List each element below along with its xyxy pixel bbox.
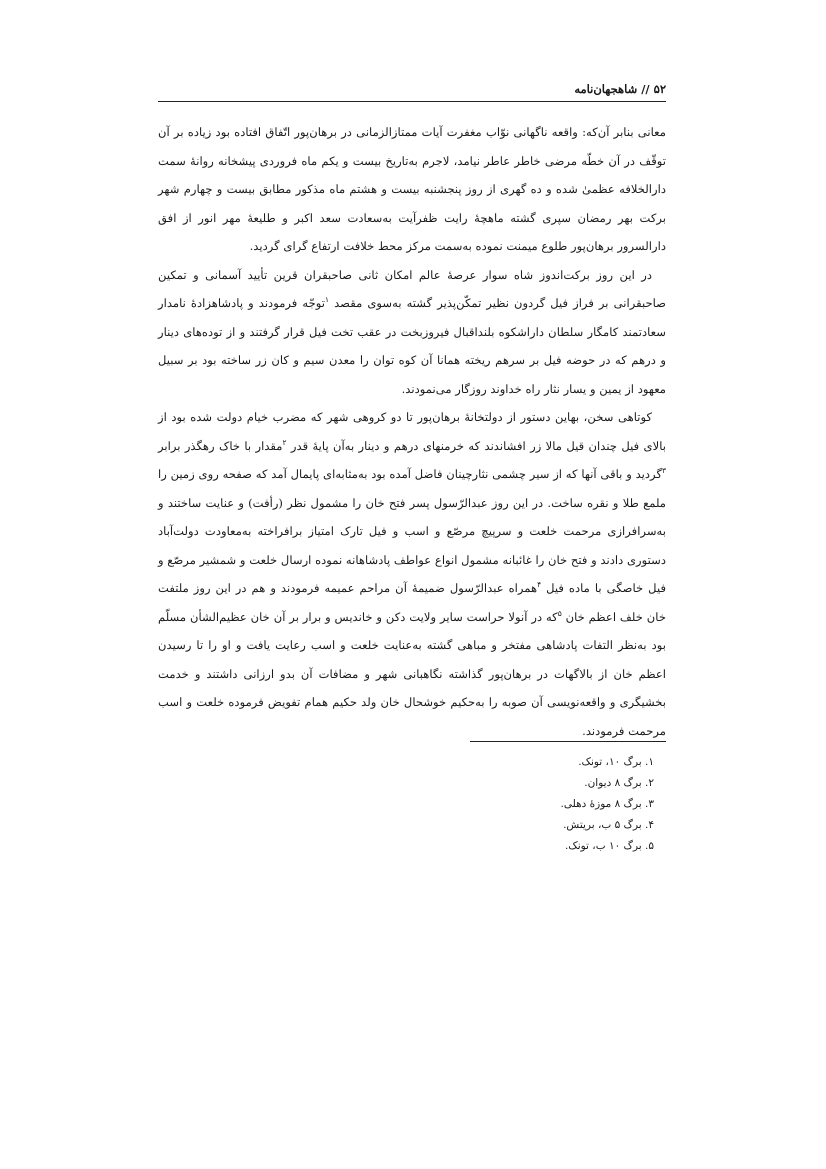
paragraph-2 xyxy=(158,261,666,404)
paragraph-1 xyxy=(158,118,666,261)
paragraph-text: توجّه فرمودند و پادشاهزادهٔ نامدار سعادتمند کامگار سلطان داراشکوه بلنداقبال فیروزبخت در عقب تخت فیل قرار گرفتند و از توده‌های دینار و درهم که در حوضه فیل بر سرهم ریخته همانا آن کوه توان را معدن سیم و کان زر ساخته بود بر سبیل معهود از یمین و یسار نثار راه خداوند روزگار می‌نمودند. xyxy=(158,296,666,396)
paragraph-text: مقدار با خاک رهگذر برابر xyxy=(158,438,283,453)
running-header xyxy=(158,78,666,100)
paragraph-text: گردید و باقی آنها که از سیر چشمی نثارچینان فاضل آمده بود به‌مثابه‌ای پایمال آمد که صفحه روی زمین را ملمع طلا و نقره ساخت. در این روز عبدالرّسول پسر فتح خان را مشمول نظر (رأفت) و عنایت ساختند و به‌سرافرازی مرحمت خلعت و سرپیچ مرصّع و اسب و فیل تارک امتیاز برافراخته به‌معاودت دولت‌آباد دستوری دادند و فتح خان را غائبانه مشمول انواع عواطف پادشاهانه نموده ارسال خلعت و شمشیر مرصّع و فیل خاصگی با ماده فیل xyxy=(158,467,666,595)
paragraph-text: کوتاهی سخن، بهاین دستور از دولتخانهٔ برهان‌پور تا دو کروهی شهر که مضرب خیام دولت شده بود از بالای فیل چندان قیل مالا زر افشاندند که خرمنهای درهم و دینار به‌آن پایهٔ قدر xyxy=(158,410,666,453)
footnote-marker-1[interactable]: ۱ xyxy=(325,295,330,305)
footnote-4: ۴. برگ ۵ ب، بریتش. xyxy=(563,819,654,831)
footnote-1: ۱. برگ ۱۰، تونک. xyxy=(578,756,654,768)
paragraph-text: در این روز برکت‌اندوز شاه سوار عرصهٔ عالم امکان ثانی صاحبقران قرین تأیید آسمانی و تمکین صاحبقرانی بر فراز فیل گردون نظیر تمکّن‌پذیر گشته به‌سوی مقصد xyxy=(158,267,666,310)
footnote-marker-3[interactable]: ۳ xyxy=(661,466,666,476)
running-header-title: ۵۲ // شاهجهان‌نامه xyxy=(574,82,666,96)
footnote-separator xyxy=(470,741,666,742)
footnote-3: ۳. برگ ۸ موزهٔ دهلی. xyxy=(560,798,654,810)
footnote-marker-4[interactable]: ۴ xyxy=(537,580,542,590)
footnote-2: ۲. برگ ۸ دیوان. xyxy=(584,777,654,789)
footnote-marker-2[interactable]: ۲ xyxy=(282,437,287,447)
paragraph-text: که در آنولا حراست سایر ولایت دکن و خاندیس و برار بر آن خان عظیم‌الشأن مسلّم بود به‌نظر التفات پادشاهی مفتخر و مباهی گشته به‌عنایت خلعت و اسب رعایت یافت و او را تا رسیدن اعظم خان از بالاگهات در برهان‌پور گذاشته نگاهبانی شهر و مضافات آن بدو ارزانی داشتند و خدمت بخشیگری و واقعه‌نویسی آن صوبه را به‌حکیم خوشحال خان ولد حکیم همام تفویض فرموده خلعت و اسب مرحمت فرمودند. xyxy=(158,609,666,738)
footnote-5: ۵. برگ ۱۰ ب، تونک. xyxy=(564,840,654,852)
paragraph-text: معانی بنابر آن‌که: واقعه ناگهانی نوّاب مغفرت آیات ممتازالزمانی در برهان‌پور اتّفاق افتاده بود زیاده بر آن توقّف در آن خطّه مرضی خاطر عاطر نیامد، لاجرم به‌تاریخ بیست و یکم ماه فروردی پیشخانه روانهٔ سمت دارالخلافه عظمیٰ شده و ده گهری از روز پنجشنبه بیست و هشتم ماه مذکور مطابق بیست و چهارم شهر برکت بهر رمضان سپری گشته ماهچهٔ رایت ظفرآیت به‌سعادت سعد اکبر و طلیعهٔ مهر انور از افق دارالسرور برهان‌پور طلوع میمنت نموده به‌سمت مرکز محط خلافت ارتفاع گرای گردید. xyxy=(158,125,666,253)
footnotes xyxy=(158,752,666,857)
paragraph-3 xyxy=(158,403,666,745)
header-rule xyxy=(158,101,666,102)
footnote-marker-5[interactable]: ۵ xyxy=(557,608,562,618)
main-text xyxy=(158,118,666,745)
paragraph-text: همراه عبدالرّسول ضمیمهٔ آن مراحم عمیمه فرمودند و هم در این روز ملتفت خان خلف اعظم خان xyxy=(158,581,666,624)
